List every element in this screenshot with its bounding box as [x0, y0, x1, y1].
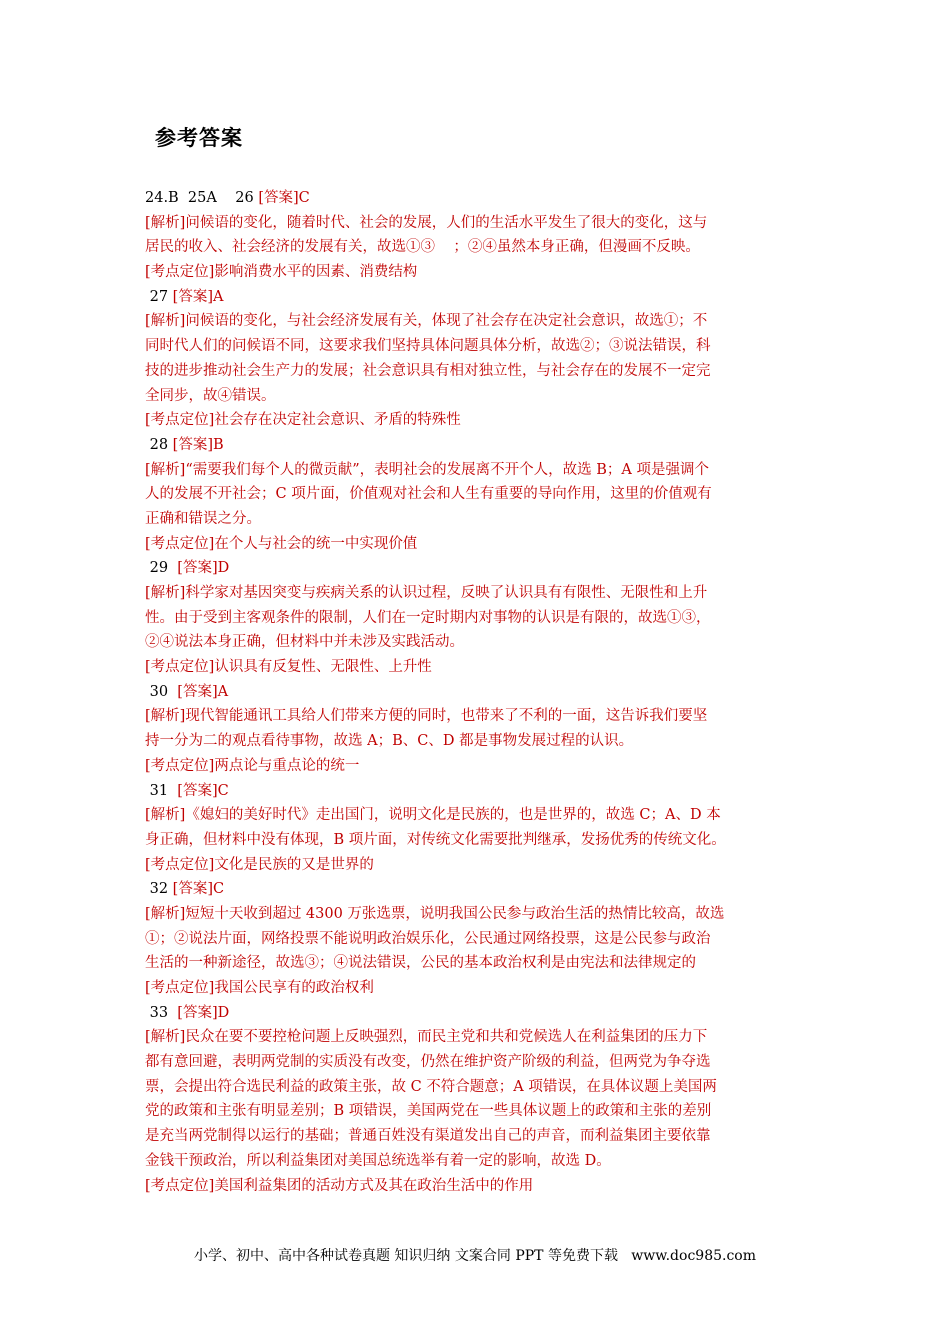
highlighted-text: 正确和错误之分。: [145, 510, 261, 527]
footer-text: 小学、初中、高中各种试卷真题 知识归纳 文案合同 PPT 等免费下载 www.doc985.com: [193, 1248, 756, 1264]
highlighted-text: [解析]短短十天收到超过 4300 万张选票，说明我国公民参与政治生活的热情比较高，故选: [145, 905, 725, 922]
highlighted-text: 技的进步推动社会生产力的发展；社会意识具有相对独立性，与社会存在的发展不一定完: [145, 362, 711, 379]
text-line: [145, 235, 810, 260]
highlighted-text: [考点定位]在个人与社会的统一中实现价值: [145, 535, 418, 552]
highlighted-text: [答案]C: [177, 782, 229, 799]
text-line: [145, 532, 810, 557]
highlighted-text: [考点定位]我国公民享有的政治权利: [145, 980, 374, 996]
highlighted-text: 生活的一种新途径，故选③；④说法错误，公民的基本政治权利是由宪法和法律规定的: [145, 955, 696, 972]
highlighted-text: 金钱干预政治，所以利益集团对美国总统选举有着一定的影响，故选 D。: [145, 1152, 611, 1169]
text-line: [145, 211, 810, 236]
highlighted-text: 居民的收入、社会经济的发展有关，故选①③ ；②④虽然本身正确，但漫画不反映。: [145, 239, 700, 256]
highlighted-text: [答案]C: [172, 881, 225, 898]
highlighted-text: [考点定位]影响消费水平的因素、消费结构: [145, 264, 418, 281]
text-line: [145, 458, 810, 483]
text-line: [145, 902, 810, 927]
text-line: [145, 680, 810, 705]
plain-text: 33: [145, 1004, 178, 1021]
text-line: [145, 507, 810, 532]
highlighted-text: [考点定位]文化是民族的又是世界的: [145, 856, 374, 873]
text-line: [145, 606, 810, 631]
text-line: [145, 260, 810, 285]
highlighted-text: [答案]C: [258, 190, 310, 206]
plain-text: 27: [145, 288, 173, 305]
highlighted-text: [解析]问候语的变化，与社会经济发展有关，体现了社会存在决定社会意识，故选①；不: [145, 313, 708, 330]
text-line: [145, 482, 810, 507]
highlighted-text: [解析]“需要我们每个人的微贡献”，表明社会的发展离不开个人，故选 B；A 项是强调个: [145, 461, 709, 478]
text-line: [145, 186, 810, 211]
text-line: [145, 334, 810, 359]
text-line: [145, 853, 810, 878]
highlighted-text: [考点定位]认识具有反复性、无限性、上升性: [145, 659, 432, 676]
highlighted-text: 党的政策和主张有明显差别；B 项错误，美国两党在一些具体议题上的政策和主张的差别: [145, 1103, 712, 1120]
text-line: [145, 556, 810, 581]
text-line: [145, 1001, 810, 1026]
highlighted-text: [答案]A: [172, 288, 224, 305]
plain-text: 31: [145, 782, 178, 799]
highlighted-text: 同时代人们的问候语不同，这要求我们坚持具体问题具体分析，故选②；③说法错误，科: [145, 338, 711, 355]
text-line: [145, 408, 810, 433]
text-line: [145, 359, 810, 384]
answer-content: [145, 186, 810, 1198]
text-line: [145, 384, 810, 409]
text-line: [145, 1099, 810, 1124]
text-line: [145, 704, 810, 729]
plain-text: 24.B 25A 26: [145, 190, 259, 206]
highlighted-text: [考点定位]两点论与重点论的统一: [145, 757, 360, 774]
text-line: [145, 779, 810, 804]
highlighted-text: [解析]现代智能通讯工具给人们带来方便的同时，也带来了不利的一面，这告诉我们要坚: [145, 708, 708, 725]
page-title: 参考答案: [155, 126, 243, 150]
highlighted-text: [考点定位]社会存在决定社会意识、矛盾的特殊性: [145, 412, 461, 429]
text-line: [145, 828, 810, 853]
highlighted-text: [答案]A: [177, 683, 229, 700]
plain-text: 29: [145, 560, 178, 577]
text-line: [145, 285, 810, 310]
highlighted-text: 身正确，但材料中没有体现，B 项片面，对传统文化需要批判继承，发扬优秀的传统文化。: [145, 831, 726, 848]
text-line: [145, 433, 810, 458]
highlighted-text: 持一分为二的观点看待事物，故选 A；B、C、D 都是事物发展过程的认识。: [145, 733, 634, 750]
highlighted-text: [答案]D: [177, 560, 230, 577]
text-line: [145, 655, 810, 680]
plain-text: 32: [145, 881, 173, 898]
text-line: [145, 630, 810, 655]
highlighted-text: 是充当两党制得以运行的基础；普通百姓没有渠道发出自己的声音，而利益集团主要依靠: [145, 1128, 711, 1145]
text-line: [145, 1075, 810, 1100]
text-line: [145, 1149, 810, 1174]
plain-text: 30: [145, 683, 178, 700]
text-line: [145, 1174, 810, 1199]
plain-text: 28: [145, 436, 173, 453]
text-line: [145, 1124, 810, 1149]
highlighted-text: 性。由于受到主客观条件的限制，人们在一定时期内对事物的认识是有限的，故选①③，: [145, 609, 711, 626]
highlighted-text: [答案]D: [177, 1004, 230, 1021]
text-line: [145, 309, 810, 334]
text-line: [145, 729, 810, 754]
text-line: [145, 877, 810, 902]
text-line: [145, 581, 810, 606]
highlighted-text: [解析]科学家对基因突变与疾病关系的认识过程，反映了认识具有有限性、无限性和上升: [145, 585, 708, 601]
text-line: [145, 1025, 810, 1050]
highlighted-text: ②④说法本身正确，但材料中并未涉及实践活动。: [145, 634, 464, 651]
highlighted-text: 都有意回避，表明两党制的实质没有改变，仍然在维护资产阶级的利益，但两党为争夺选: [145, 1054, 711, 1071]
highlighted-text: [解析]《媳妇的美好时代》走出国门，说明文化是民族的，也是世界的，故选 C；A、D 本: [145, 807, 721, 824]
highlighted-text: [考点定位]美国利益集团的活动方式及其在政治生活中的作用: [145, 1177, 534, 1194]
text-line: [145, 927, 810, 952]
highlighted-text: ①；②说法片面，网络投票不能说明政治娱乐化，公民通过网络投票，这是公民参与政治: [145, 930, 711, 947]
highlighted-text: [解析]问候语的变化，随着时代、社会的发展，人们的生活水平发生了很大的变化，这与: [145, 214, 708, 231]
text-line: [145, 1050, 810, 1075]
text-line: [145, 951, 810, 976]
highlighted-text: 票，会提出符合选民利益的政策主张，故 C 不符合题意；A 项错误，在具体议题上美国两: [145, 1078, 717, 1095]
text-line: [145, 754, 810, 779]
highlighted-text: [解析]民众在要不要控枪问题上反映强烈，而民主党和共和党候选人在利益集团的压力下: [145, 1029, 708, 1046]
text-line: [145, 803, 810, 828]
highlighted-text: 人的发展不开社会；C 项片面，价值观对社会和人生有重要的导向作用，这里的价值观有: [145, 486, 712, 503]
highlighted-text: [答案]B: [172, 436, 224, 453]
highlighted-text: 全同步，故④错误。: [145, 387, 276, 404]
text-line: [145, 976, 810, 1001]
